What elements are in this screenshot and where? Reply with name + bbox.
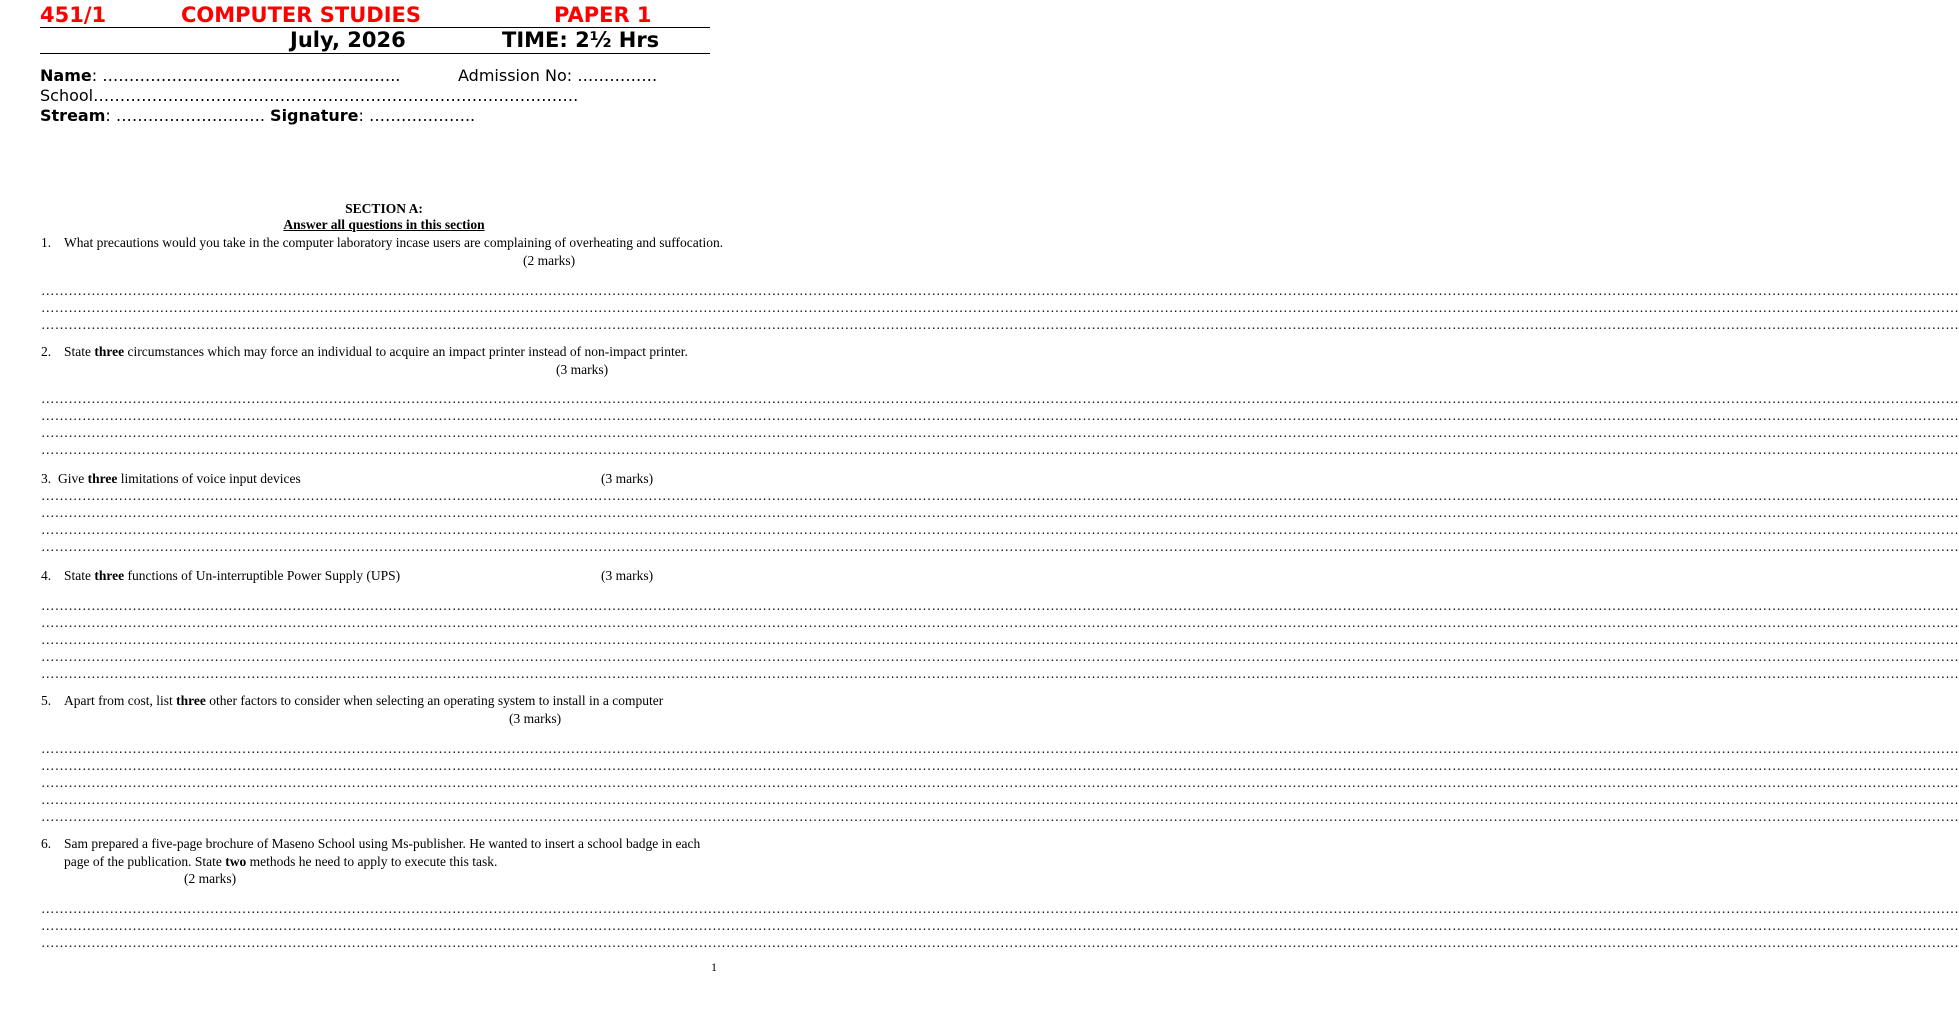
answer-line[interactable]: …………………………………………………………………………………………………………………………………………………………………………………………………………………………………………………………………………………………………………………………………………………………………………………… (41, 283, 1959, 298)
question-2-text: State three circumstances which may force an individual to acquire an impact printer instead of non-impact printer. (64, 344, 688, 359)
answer-line[interactable]: …………………………………………………………………………………………………………………………………………………………………………………………………………………………………………………………………………………………………………………………………………………………………………………… (41, 901, 1959, 916)
page-number: 1 (711, 960, 717, 974)
section-title: SECTION A: (345, 201, 423, 216)
question-1-number: 1. (41, 235, 52, 250)
exam-code: 451/1 (40, 3, 107, 27)
answer-line[interactable]: …………………………………………………………………………………………………………………………………………………………………………………………………………………………………………………………………………………………………………………………………………………………………………………… (41, 775, 1959, 790)
exam-date: July, 2026 (290, 28, 406, 52)
answer-line[interactable]: …………………………………………………………………………………………………………………………………………………………………………………………………………………………………………………………………………………………………………………………………………………………………………………… (41, 792, 1959, 807)
question-3-text: Give three limitations of voice input devices (58, 471, 301, 486)
question-4-text: State three functions of Un-interruptible Power Supply (UPS) (64, 568, 401, 583)
stream-signature-row (40, 106, 475, 126)
answer-line[interactable]: …………………………………………………………………………………………………………………………………………………………………………………………………………………………………………………………………………………………………………………………………………………………………………………… (41, 539, 1959, 554)
question-2-marks: (3 marks) (556, 362, 609, 377)
question-4-number: 4. (41, 568, 52, 583)
header-rule-bottom (40, 53, 710, 54)
signature-label: Signature (270, 106, 359, 125)
admission-field: Admission No: …………… (458, 66, 658, 85)
question-1-marks: (2 marks) (523, 253, 576, 268)
answer-line[interactable]: …………………………………………………………………………………………………………………………………………………………………………………………………………………………………………………………………………………………………………………………………………………………………………………… (41, 935, 1959, 950)
question-5-marks: (3 marks) (509, 711, 562, 726)
signature-field: : ……………….. (358, 106, 476, 125)
answer-line[interactable]: …………………………………………………………………………………………………………………………………………………………………………………………………………………………………………………………………………………………………………………………………………………………………………………… (41, 391, 1959, 406)
name-row (40, 66, 400, 86)
answer-line[interactable]: …………………………………………………………………………………………………………………………………………………………………………………………………………………………………………………………………………………………………………………………………………………………………………………… (41, 758, 1959, 773)
answer-line[interactable]: …………………………………………………………………………………………………………………………………………………………………………………………………………………………………………………………………………………………………………………………………………………………………………………… (41, 522, 1959, 537)
answer-line[interactable]: …………………………………………………………………………………………………………………………………………………………………………………………………………………………………………………………………………………………………………………………………………………………………………………… (41, 317, 1959, 332)
answer-line[interactable]: …………………………………………………………………………………………………………………………………………………………………………………………………………………………………………………………………………………………………………………………………………………………………………………… (41, 408, 1959, 423)
answer-line[interactable]: …………………………………………………………………………………………………………………………………………………………………………………………………………………………………………………………………………………………………………………………………………………………………………………… (41, 300, 1959, 315)
question-5-text: Apart from cost, list three other factors to consider when selecting an operating system to install in a computer (64, 693, 664, 708)
answer-line[interactable]: …………………………………………………………………………………………………………………………………………………………………………………………………………………………………………………………………………………………………………………………………………………………………………………… (41, 666, 1959, 681)
answer-line[interactable]: …………………………………………………………………………………………………………………………………………………………………………………………………………………………………………………………………………………………………………………………………………………………………………………… (41, 918, 1959, 933)
name-label: Name (40, 66, 92, 85)
question-6-marks: (2 marks) (184, 871, 237, 886)
answer-line[interactable]: …………………………………………………………………………………………………………………………………………………………………………………………………………………………………………………………………………………………………………………………………………………………………………………… (41, 425, 1959, 440)
answer-line[interactable]: …………………………………………………………………………………………………………………………………………………………………………………………………………………………………………………………………………………………………………………………………………………………………………………… (41, 809, 1959, 824)
answer-line[interactable]: …………………………………………………………………………………………………………………………………………………………………………………………………………………………………………………………………………………………………………………………………………………………………………………… (41, 598, 1959, 613)
question-6-text: Sam prepared a five-page brochure of Maseno School using Ms-publisher. He wanted to insert a school badge in each page of the publication. State two methods he need to apply to execute this task. (64, 836, 701, 869)
answer-line[interactable]: …………………………………………………………………………………………………………………………………………………………………………………………………………………………………………………………………………………………………………………………………………………………………………………… (41, 632, 1959, 647)
question-2-number: 2. (41, 344, 52, 359)
answer-line[interactable]: …………………………………………………………………………………………………………………………………………………………………………………………………………………………………………………………………………………………………………………………………………………………………………………… (41, 615, 1959, 630)
section-instruction: Answer all questions in this section (283, 217, 485, 232)
exam-paper: PAPER 1 (554, 3, 652, 27)
answer-line[interactable]: …………………………………………………………………………………………………………………………………………………………………………………………………………………………………………………………………………………………………………………………………………………………………………………… (41, 505, 1959, 520)
answer-line[interactable]: …………………………………………………………………………………………………………………………………………………………………………………………………………………………………………………………………………………………………………………………………………………………………………………… (41, 741, 1959, 756)
question-3-marks: (3 marks) (601, 471, 654, 486)
exam-subject: COMPUTER STUDIES (181, 3, 421, 27)
question-1-text: What precautions would you take in the computer laboratory incase users are complaining of overheating and suffocation. (64, 235, 724, 250)
answer-line[interactable]: …………………………………………………………………………………………………………………………………………………………………………………………………………………………………………………………………………………………………………………………………………………………………………………… (41, 649, 1959, 664)
stream-label: Stream (40, 106, 106, 125)
question-5-number: 5. (41, 693, 52, 708)
answer-line[interactable]: …………………………………………………………………………………………………………………………………………………………………………………………………………………………………………………………………………………………………………………………………………………………………………………… (41, 442, 1959, 457)
exam-time: TIME: 2½ Hrs (502, 28, 660, 52)
name-field: : ……………………………………………….. (91, 66, 401, 85)
question-3-number: 3. (41, 471, 52, 486)
stream-field: : ………………………. (105, 106, 265, 125)
question-6-number: 6. (41, 836, 52, 851)
answer-line[interactable]: …………………………………………………………………………………………………………………………………………………………………………………………………………………………………………………………………………………………………………………………………………………………………………………… (41, 488, 1959, 503)
question-4-marks: (3 marks) (601, 568, 654, 583)
school-field: School………………………………………………………………………………. (40, 86, 579, 105)
